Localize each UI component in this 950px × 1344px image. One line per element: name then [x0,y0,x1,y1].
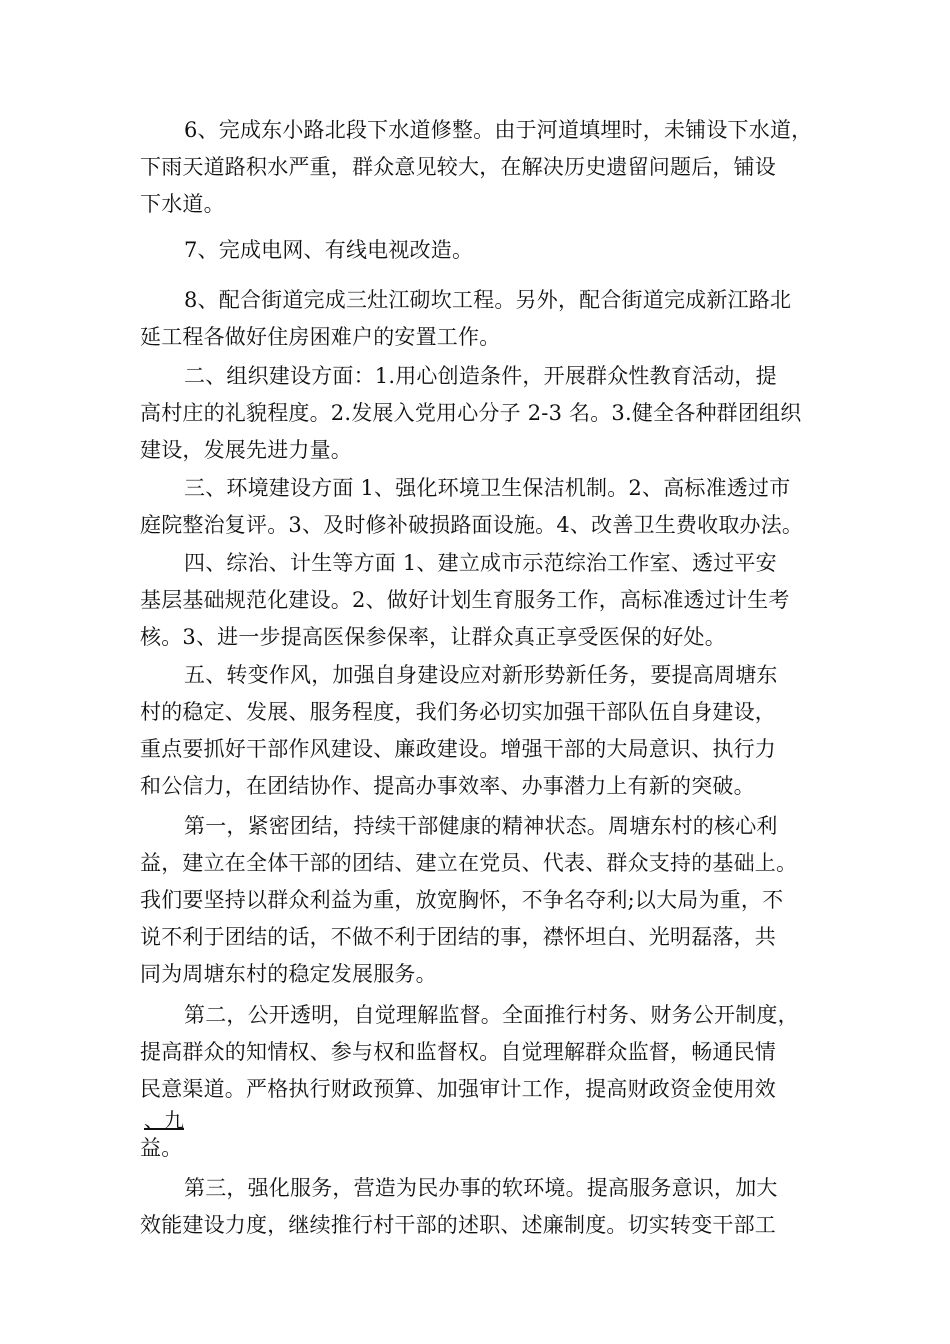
paragraph-point-2 [140,997,840,1108]
text-line: 第一，紧密团结，持续干部健康的精神状态。周塘东村的核心利 [184,814,778,838]
text-line: 说不利于团结的话，不做不利于团结的事，襟怀坦白、光明磊落，共 [140,925,776,949]
text-line: 提高群众的知情权、参与权和监督权。自觉理解群众监督，畅通民情 [140,1040,776,1064]
paragraph-point-2-tail [140,1130,840,1167]
text-line: 延工程各做好住房困难户的安置工作。 [140,325,501,349]
text-line: 第三，强化服务，营造为民办事的软环境。提高服务意识，加大 [184,1176,778,1200]
text-line: 五、转变作风，加强自身建设应对新形势新任务，要提高周塘东 [184,663,778,687]
text-line: 下水道。 [140,192,225,216]
text-line: 8、配合街道完成三灶江砌坎工程。另外，配合街道完成新江路北 [184,288,792,312]
paragraph-item-8 [140,282,840,356]
text-line: 益，建立在全体干部的团结、建立在党员、代表、群众支持的基础上。 [140,851,798,875]
text-line: 高村庄的礼貌程度。2.发展入党用心分子 2-3 名。3.健全各种群团组织 [140,401,802,425]
paragraph-item-7 [140,232,840,269]
text-line: 效能建设力度，继续推行村干部的述职、述廉制度。切实转变干部工 [140,1213,776,1237]
text-line: 建设，发展先进力量。 [140,438,352,462]
paragraph-section-4 [140,545,840,656]
text-line: 二、组织建设方面：1.用心创造条件，开展群众性教育活动，提 [184,364,777,388]
text-line: 我们要坚持以群众利益为重，放宽胸怀，不争名夺利;以大局为重，不 [140,888,784,912]
paragraph-point-3 [140,1170,840,1244]
text-line: 三、环境建设方面 1、强化环境卫生保洁机制。2、高标准透过市 [184,476,791,500]
text-line: 益。 [140,1136,183,1160]
text-line: 同为周塘东村的稳定发展服务。 [140,962,437,986]
text-line: 7、完成电网、有线电视改造。 [184,238,474,262]
text-line: 6、完成东小路北段下水道修整。由于河道填埋时，未铺设下水道， [184,118,813,142]
paragraph-item-6 [140,112,840,223]
text-line: 核。3、进一步提高医保参保率，让群众真正享受医保的好处。 [140,625,726,649]
text-line: 重点要抓好干部作风建设、廉政建设。增强干部的大局意识、执行力 [140,737,776,761]
paragraph-section-2 [140,358,840,469]
paragraph-section-5 [140,657,840,805]
text-line: 四、综治、计生等方面 1、建立成市示范综治工作室、透过平安 [184,551,777,575]
text-line: 庭院整治复评。3、及时修补破损路面设施。4、改善卫生费收取办法。 [140,513,804,537]
paragraph-section-3 [140,470,840,544]
text-line: 下雨天道路积水严重，群众意见较大，在解决历史遗留问题后，铺设 [140,155,776,179]
text-line: 和公信力，在团结协作、提高办事效率、办事潜力上有新的突破。 [140,774,755,798]
text-line: 第二，公开透明，自觉理解监督。全面推行村务、财务公开制度， [184,1003,799,1027]
paragraph-point-1 [140,808,840,993]
text-line: 民意渠道。严格执行财政预算、加强审计工作，提高财政资金使用效 [140,1077,776,1101]
text-line: 村的稳定、发展、服务程度，我们务必切实加强干部队伍自身建设， [140,700,776,724]
stray-underlined-mark: 、九 [144,1108,184,1132]
text-line: 基层基础规范化建设。2、做好计划生育服务工作，高标准透过计生考 [140,588,790,612]
